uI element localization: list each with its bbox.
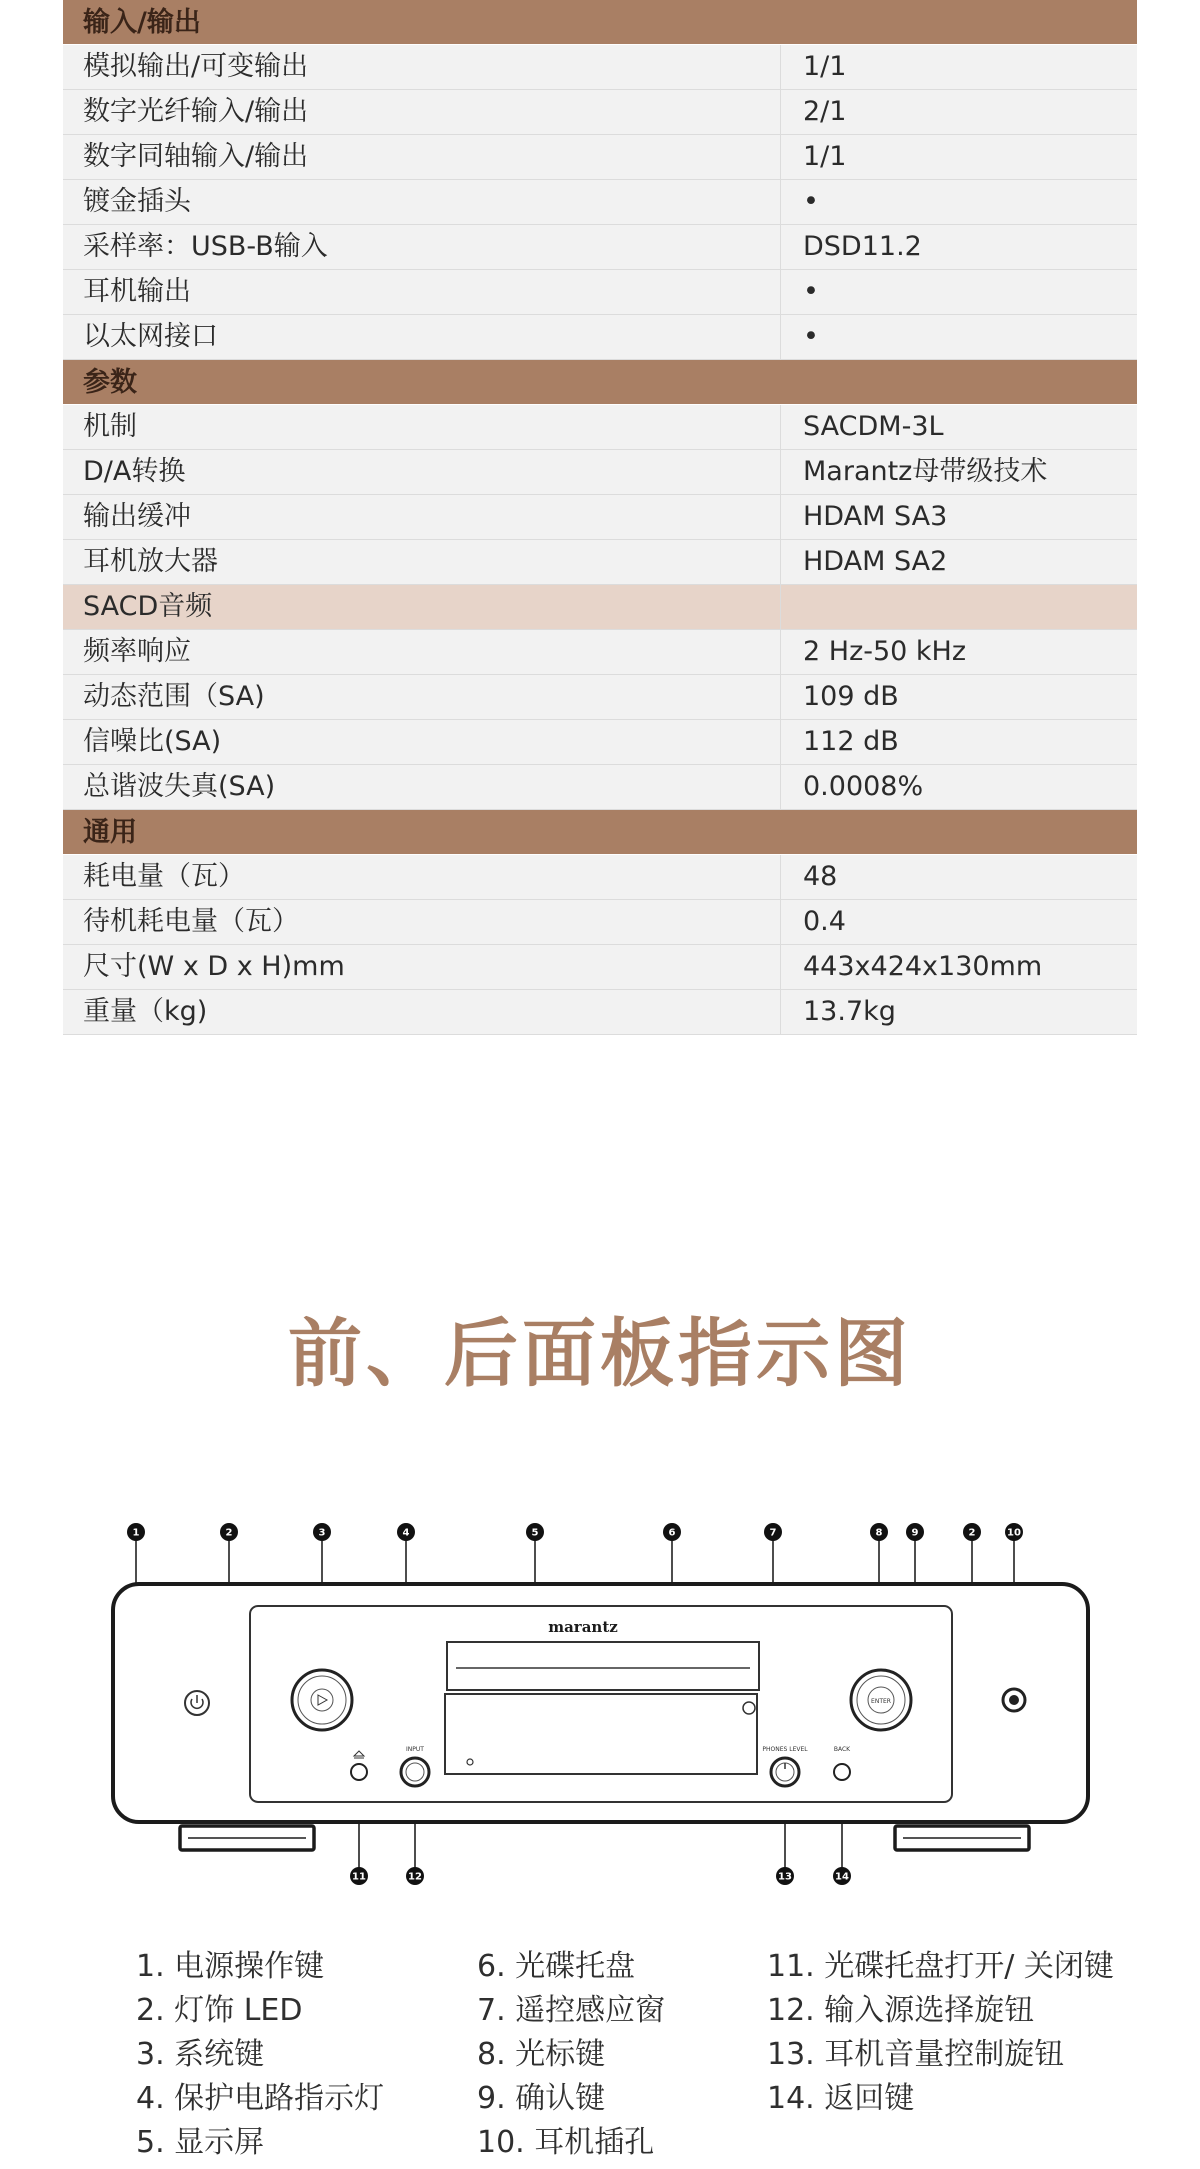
spec-label: 以太网接口 — [63, 315, 781, 359]
subsection-label: SACD音频 — [63, 585, 781, 629]
spec-value: HDAM SA3 — [803, 501, 948, 532]
spec-value: SACDM-3L — [803, 411, 944, 442]
table-row — [63, 495, 1137, 540]
spec-value: • — [803, 186, 819, 217]
table-row — [63, 540, 1137, 585]
spec-label: 信噪比(SA) — [63, 720, 781, 764]
legend-item: 10. 耳机插孔 — [477, 2125, 655, 2160]
table-row — [63, 450, 1137, 495]
spec-value: • — [803, 321, 819, 352]
spec-label: 采样率：USB-B输入 — [63, 225, 781, 269]
callout-number: 6 — [668, 1527, 676, 1539]
spec-label: 耳机放大器 — [63, 540, 781, 584]
spec-label: 重量（kg) — [63, 990, 781, 1034]
legend-item: 3. 系统键 — [136, 2037, 265, 2072]
spec-value: DSD11.2 — [803, 231, 922, 262]
section-header: 输入/输出 — [63, 0, 1137, 45]
input-selector-knob[interactable] — [401, 1758, 429, 1786]
table-row — [63, 315, 1137, 360]
callout-number: 9 — [911, 1527, 919, 1539]
legend-column — [136, 1945, 384, 2165]
spec-value: 1/1 — [803, 51, 847, 82]
legend-item: 7. 遥控感应窗 — [477, 1993, 666, 2028]
brand-logo: marantz — [548, 1618, 618, 1636]
subsection-header — [63, 585, 1137, 630]
spec-label: 总谐波失真(SA) — [63, 765, 781, 809]
table-row — [63, 765, 1137, 810]
spec-label: D/A转换 — [63, 450, 781, 494]
spec-value: HDAM SA2 — [803, 546, 948, 577]
page-title: 前、后面板指示图 — [288, 1311, 912, 1397]
table-row — [63, 900, 1137, 945]
spec-label: 输出缓冲 — [63, 495, 781, 539]
spec-label: 尺寸(W x D x H)mm — [63, 945, 781, 989]
legend-item: 12. 输入源选择旋钮 — [767, 1993, 1035, 2028]
spec-label: 耗电量（瓦） — [63, 855, 781, 899]
legend-column — [767, 1945, 1114, 2121]
spec-label: 待机耗电量（瓦） — [63, 900, 781, 944]
svg-text:ENTER: ENTER — [871, 1698, 891, 1705]
front-panel-diagram — [100, 1518, 1100, 1918]
spec-label: 数字光纤输入/输出 — [63, 90, 781, 134]
spec-label: 耳机输出 — [63, 270, 781, 314]
spec-label: 数字同轴输入/输出 — [63, 135, 781, 179]
legend-item: 4. 保护电路指示灯 — [136, 2081, 385, 2116]
svg-text:BACK: BACK — [833, 1746, 851, 1753]
callout-number: 12 — [408, 1871, 422, 1883]
legend-item: 14. 返回键 — [767, 2081, 915, 2116]
callout-number: 2 — [225, 1527, 233, 1539]
player-illustration — [100, 1518, 1100, 1918]
callout-number: 14 — [835, 1871, 849, 1883]
legend-item: 1. 电源操作键 — [136, 1949, 325, 1984]
spec-value: 2 Hz-50 kHz — [803, 636, 967, 667]
legend-item: 11. 光碟托盘打开/ 关闭键 — [767, 1949, 1114, 1984]
callout-number: 3 — [318, 1527, 326, 1539]
table-row — [63, 45, 1137, 90]
legend-item: 9. 确认键 — [477, 2081, 606, 2116]
table-row — [63, 225, 1137, 270]
table-row — [63, 990, 1137, 1035]
legend-item: 5. 显示屏 — [136, 2125, 265, 2160]
section-header: 通用 — [63, 810, 1137, 855]
table-row — [63, 135, 1137, 180]
spec-label: 模拟输出/可变输出 — [63, 45, 781, 89]
legend-item: 2. 灯饰 LED — [136, 1993, 303, 2028]
spec-value: 109 dB — [803, 681, 899, 712]
callout-number: 13 — [778, 1871, 792, 1883]
callout-number: 11 — [352, 1871, 366, 1883]
table-row — [63, 180, 1137, 225]
table-row — [63, 855, 1137, 900]
table-row — [63, 630, 1137, 675]
callout-number: 8 — [875, 1527, 883, 1539]
spec-label: 镀金插头 — [63, 180, 781, 224]
legend-item: 13. 耳机音量控制旋钮 — [767, 2037, 1065, 2072]
callout-number: 2 — [968, 1527, 976, 1539]
legend-column — [477, 1945, 665, 2165]
table-row — [63, 405, 1137, 450]
legend-item: 6. 光碟托盘 — [477, 1949, 636, 1984]
callout-number: 7 — [769, 1527, 777, 1539]
callout-number: 10 — [1007, 1527, 1021, 1539]
table-row — [63, 270, 1137, 315]
spec-label: 动态范围（SA) — [63, 675, 781, 719]
spec-label: 频率响应 — [63, 630, 781, 674]
section-header: 参数 — [63, 360, 1137, 405]
spec-value: 1/1 — [803, 141, 847, 172]
spec-value: • — [803, 276, 819, 307]
table-row — [63, 675, 1137, 720]
spec-table — [63, 0, 1137, 1035]
spec-value: 13.7kg — [803, 996, 896, 1027]
spec-value: Marantz母带级技术 — [803, 456, 1048, 487]
spec-value: 48 — [803, 861, 838, 892]
spec-value: 2/1 — [803, 96, 847, 127]
callout-number: 5 — [531, 1527, 539, 1539]
callout-number: 1 — [132, 1527, 140, 1539]
spec-value: 0.4 — [803, 906, 846, 937]
svg-text:INPUT: INPUT — [406, 1746, 424, 1753]
back-button[interactable] — [834, 1764, 850, 1780]
spec-value: 112 dB — [803, 726, 899, 757]
legend-item: 8. 光标键 — [477, 2037, 606, 2072]
table-row — [63, 945, 1137, 990]
spec-value: 443x424x130mm — [803, 951, 1043, 982]
callout-number: 4 — [402, 1527, 410, 1539]
table-row — [63, 720, 1137, 765]
spec-label: 机制 — [63, 405, 781, 449]
tray-open-close-button[interactable] — [351, 1764, 367, 1780]
phones-level-knob[interactable] — [771, 1758, 799, 1786]
table-row — [63, 90, 1137, 135]
spec-value: 0.0008% — [803, 771, 924, 802]
svg-text:PHONES LEVEL: PHONES LEVEL — [762, 1746, 808, 1753]
